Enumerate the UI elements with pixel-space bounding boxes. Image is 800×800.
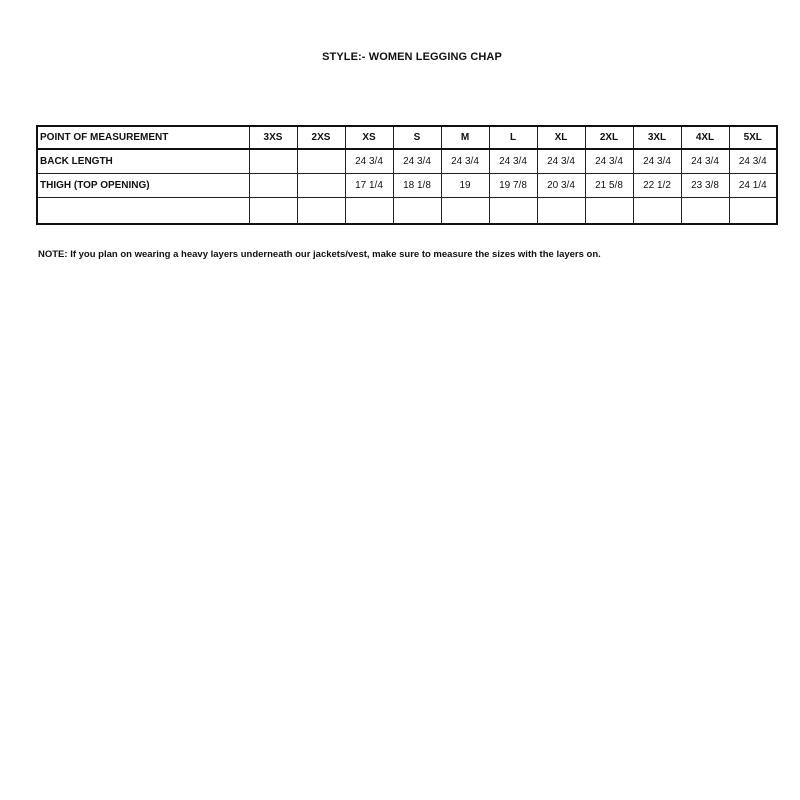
table-cell: 19 (441, 174, 489, 198)
column-header: M (441, 126, 489, 149)
table-cell (297, 198, 345, 225)
table-cell (297, 174, 345, 198)
column-header: S (393, 126, 441, 149)
table-cell (393, 198, 441, 225)
column-header: 5XL (729, 126, 777, 149)
column-header: 2XS (297, 126, 345, 149)
table-row (37, 149, 777, 174)
row-label: THIGH (TOP OPENING) (37, 174, 249, 198)
table-cell: 22 1/2 (633, 174, 681, 198)
row-label: BACK LENGTH (37, 149, 249, 174)
table-cell (633, 198, 681, 225)
table-cell (249, 174, 297, 198)
table-row (37, 174, 777, 198)
column-header: XS (345, 126, 393, 149)
table-cell (537, 198, 585, 225)
column-header: 2XL (585, 126, 633, 149)
row-label (37, 198, 249, 225)
table-cell (249, 149, 297, 174)
table-cell: 17 1/4 (345, 174, 393, 198)
table-cell: 24 3/4 (393, 149, 441, 174)
table-cell: 24 1/4 (729, 174, 777, 198)
column-header: XL (537, 126, 585, 149)
table-header-row (37, 126, 777, 149)
table-cell (729, 198, 777, 225)
table-cell (489, 198, 537, 225)
table-row (37, 198, 777, 225)
table-cell (249, 198, 297, 225)
measurement-note: NOTE: If you plan on wearing a heavy layers underneath our jackets/vest, make sure to measure the sizes with the layers on. (38, 249, 601, 260)
column-header: POINT OF MEASUREMENT (37, 126, 249, 149)
table-cell: 19 7/8 (489, 174, 537, 198)
table-cell: 23 3/8 (681, 174, 729, 198)
table-cell: 20 3/4 (537, 174, 585, 198)
table-cell: 24 3/4 (585, 149, 633, 174)
table-cell (441, 198, 489, 225)
page-title: STYLE:- WOMEN LEGGING CHAP (322, 51, 502, 63)
table-cell (345, 198, 393, 225)
column-header: L (489, 126, 537, 149)
table-cell: 24 3/4 (489, 149, 537, 174)
size-chart-table (36, 125, 778, 225)
table-cell: 18 1/8 (393, 174, 441, 198)
table-cell: 21 5/8 (585, 174, 633, 198)
table-cell: 24 3/4 (345, 149, 393, 174)
column-header: 4XL (681, 126, 729, 149)
table-cell: 24 3/4 (441, 149, 489, 174)
column-header: 3XS (249, 126, 297, 149)
table-cell: 24 3/4 (681, 149, 729, 174)
column-header: 3XL (633, 126, 681, 149)
table-cell: 24 3/4 (729, 149, 777, 174)
table-cell (585, 198, 633, 225)
table-cell (681, 198, 729, 225)
table-cell: 24 3/4 (537, 149, 585, 174)
table-cell (297, 149, 345, 174)
table-cell: 24 3/4 (633, 149, 681, 174)
